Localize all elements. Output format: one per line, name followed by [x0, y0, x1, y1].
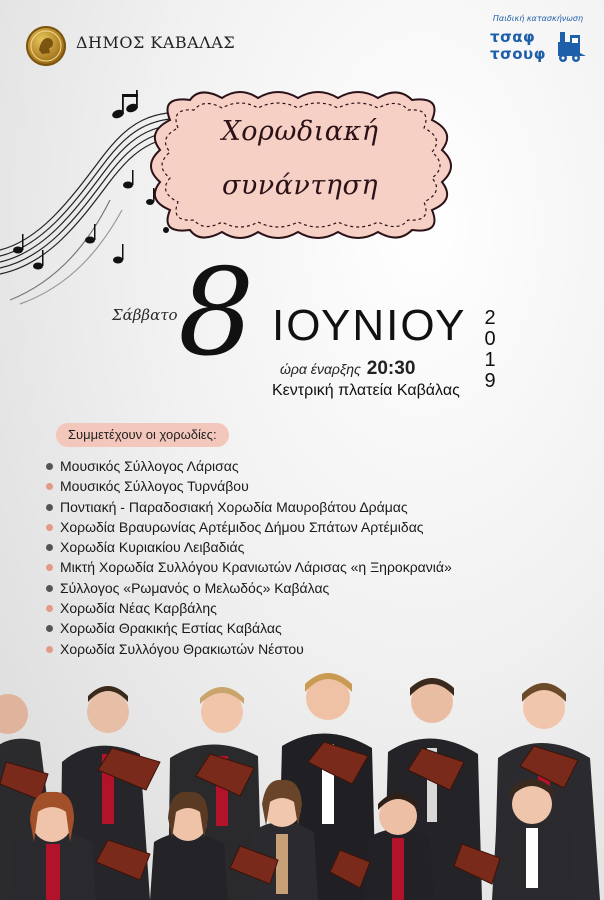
- bullet-icon: [46, 544, 53, 551]
- bullet-icon: [46, 585, 53, 592]
- year-digit: 0: [484, 328, 496, 350]
- choir-name: Σύλλογος «Ρωμανός ο Μελωδός» Καβάλας: [60, 579, 330, 596]
- list-item: [46, 639, 452, 659]
- list-item: [46, 557, 452, 577]
- choir-name: Μουσικός Σύλλογος Τυρνάβου: [60, 478, 249, 495]
- brand-name-line1: τσαφ: [490, 28, 536, 46]
- list-item: [46, 476, 452, 496]
- brand-logo: [484, 14, 592, 74]
- start-label: ώρα έναρξης: [280, 361, 361, 377]
- choir-name: Χορωδία Νέας Καρβάλης: [60, 600, 217, 617]
- title-cloud-shape: [130, 90, 470, 240]
- brand-name-line2: τσουφ: [490, 45, 546, 63]
- bullet-icon: [46, 524, 53, 531]
- list-item: [46, 517, 452, 537]
- event-month: ΙΟΥΝΙΟΥ: [272, 301, 467, 350]
- year-digit: 9: [484, 370, 496, 392]
- brand-tagline: Παιδική κατασκήνωση: [492, 14, 584, 23]
- list-item: [46, 618, 452, 638]
- bullet-icon: [46, 504, 53, 511]
- bullet-icon: [46, 564, 53, 571]
- choir-name: Μουσικός Σύλλογος Λάρισας: [60, 458, 239, 474]
- event-start: [280, 358, 415, 380]
- choir-photo: [0, 662, 604, 900]
- event-weekday: Σάββατο: [112, 306, 178, 324]
- list-item: [46, 598, 452, 618]
- start-time: 20:30: [366, 358, 416, 379]
- choir-name: Χορωδία Συλλόγου Θρακιωτών Νέστου: [60, 640, 304, 657]
- bullet-icon: [46, 463, 53, 470]
- event-venue: Κεντρική πλατεία Καβάλας: [272, 382, 460, 399]
- event-day: 8: [178, 244, 255, 383]
- municipality-name: ΔΗΜΟΣ ΚΑΒΑΛΑΣ: [76, 33, 236, 52]
- year-digit: 2: [484, 307, 496, 329]
- list-item: [46, 537, 452, 557]
- list-item: [46, 578, 452, 598]
- choir-list: [46, 456, 452, 659]
- bullet-icon: [46, 625, 53, 632]
- list-item: [46, 497, 452, 517]
- event-title-line1: Χορωδιακή: [221, 116, 379, 147]
- choir-name: Μικτή Χορωδία Συλλόγου Κρανιωτών Λάρισας «η Ξηροκρανιά»: [60, 559, 452, 576]
- bullet-icon: [46, 605, 53, 612]
- list-item: [46, 456, 452, 476]
- bullet-icon: [46, 646, 53, 653]
- participants-heading: Συμμετέχουν οι χορωδίες:: [56, 423, 229, 447]
- year-digit: 1: [484, 349, 496, 371]
- event-year: [478, 308, 502, 392]
- choir-name: Χορωδία Κυριακίου Λειβαδιάς: [60, 539, 245, 556]
- municipality-seal-icon: [26, 26, 66, 66]
- choir-name: Χορωδία Θρακικής Εστίας Καβάλας: [60, 620, 282, 637]
- choir-name: Ποντιακή - Παραδοσιακή Χορωδία Μαυροβάτου Δράμας: [60, 498, 408, 515]
- train-icon: [554, 30, 588, 64]
- bullet-icon: [46, 483, 53, 490]
- event-title-line2: συνάντηση: [221, 170, 379, 201]
- choir-name: Χορωδία Βραυρωνίας Αρτέμιδος Δήμου Σπάτων Αρτέμιδας: [60, 518, 424, 535]
